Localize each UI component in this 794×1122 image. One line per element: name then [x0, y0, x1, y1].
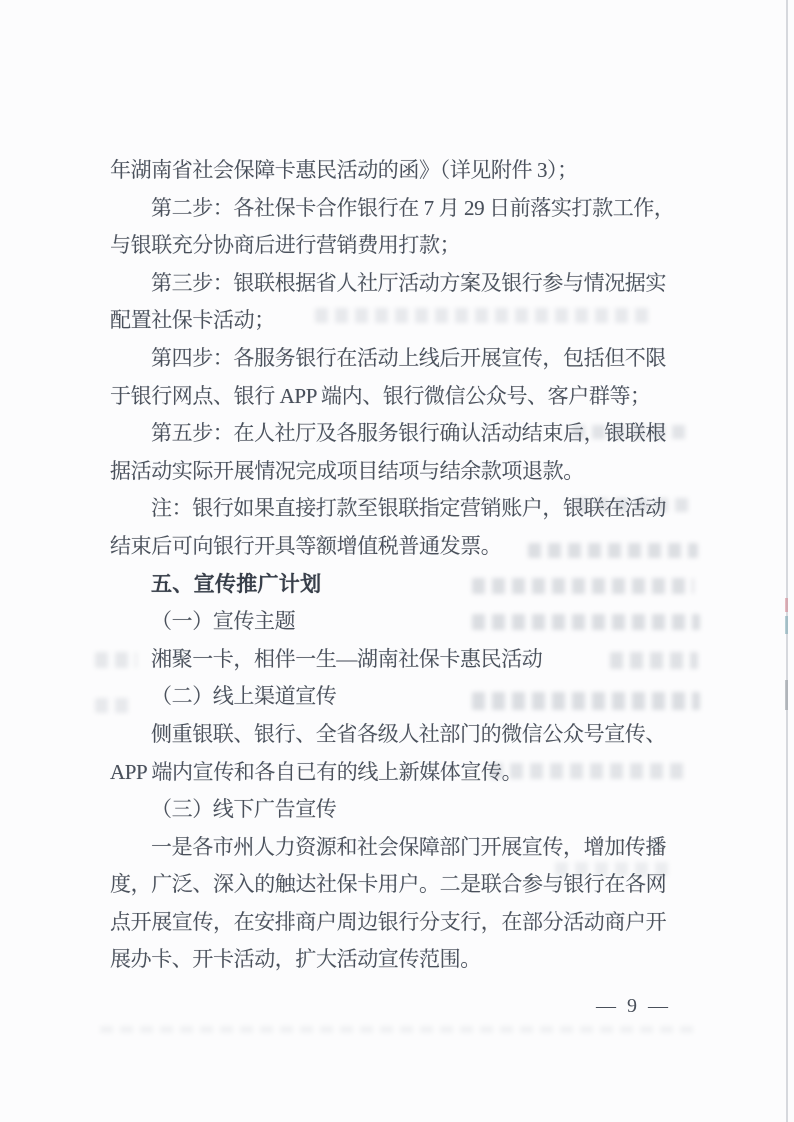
- document-body: [110, 152, 692, 979]
- text-line: 年湖南省社会保障卡惠民活动的函》（详见附件 3）；: [110, 158, 578, 182]
- text-line: 第三步：银联根据省人社厅活动方案及银行参与情况据实: [151, 270, 666, 295]
- text-line: 结束后可向银行开具等额增值税普通发票。: [110, 533, 502, 558]
- scan-edge-tick: [785, 616, 788, 634]
- bleed-through-artifact: [100, 1026, 700, 1033]
- text-line: 注：银行如果直接打款至银联指定营销账户，银联在活动: [151, 496, 666, 521]
- text-line: 据活动实际开展情况完成项目结项与结余款项退款。: [110, 458, 584, 483]
- text-line: 配置社保卡活动；: [110, 308, 275, 333]
- text-line: 点开展宣传，在安排商户周边银行分支行，在部分活动商户开: [110, 909, 667, 934]
- section-heading: 五、宣传推广计划: [151, 572, 322, 596]
- text-line: 展办卡、开卡活动，扩大活动宣传范围。: [110, 947, 481, 972]
- scan-edge-tick: [785, 598, 788, 612]
- text-line: APP 端内宣传和各自已有的线上新媒体宣传。: [110, 759, 523, 784]
- text-line: 一是各市州人力资源和社会保障部门开展宣传，增加传播: [151, 834, 666, 859]
- text-line: 第五步：在人社厅及各服务银行确认活动结束后，银联根: [151, 421, 666, 446]
- text-line: 与银联充分协商后进行营销费用打款；: [110, 233, 461, 258]
- text-line: 第二步：各社保卡合作银行在 7 月 29 日前落实打款工作，: [151, 195, 675, 220]
- text-line: 湘聚一卡，相伴一生—湖南社保卡惠民活动: [151, 646, 543, 671]
- text-line: 于银行网点、银行 APP 端内、银行微信公众号、客户群等；: [110, 383, 651, 408]
- sub-heading: （三）线下广告宣传: [151, 797, 337, 822]
- scan-edge-tick: [785, 680, 788, 710]
- text-line: 度，广泛、深入的触达社保卡用户。二是联合参与银行在各网: [110, 872, 667, 897]
- scan-edge-line: [786, 0, 788, 1122]
- sub-heading: （二）线上渠道宣传: [151, 684, 337, 709]
- page-number: — 9 —: [596, 995, 671, 1017]
- text-line: 侧重银联、银行、全省各级人社部门的微信公众号宣传、: [151, 721, 666, 746]
- text-line: 第四步：各服务银行在活动上线后开展宣传，包括但不限: [151, 345, 666, 370]
- sub-heading: （一）宣传主题: [151, 609, 296, 634]
